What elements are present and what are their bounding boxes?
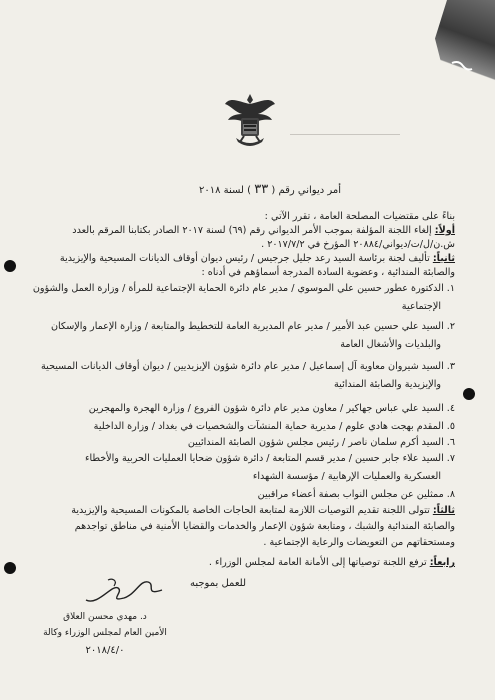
item-fourth-text: ترفع اللجنة توصياتها إلى الأمانة العامة لمجلس الوزراء .: [208, 557, 427, 568]
decree-title: [170, 183, 370, 197]
member-3-line-2: والإيزيدية والصابئة المندائية: [334, 379, 441, 390]
member-2-line-2: والبلديات والأشغال العامة: [340, 339, 441, 350]
item-first-text-1: إلغاء اللجنة المؤلفة بموجب الأمر الديواني رقم (٦٩) لسنة ٢٠١٧ الصادر بكتابنا المرقم بالعدد: [72, 225, 432, 236]
member-5: ٥. المقدم بهجت هادي علوم / مديرية حماية المنشآت والشخصيات في بغداد / وزارة الداخلية: [93, 421, 455, 432]
item-second-text-2: والصابئة المندائية ، وعضوية السادة المدرجة أسماؤهم في أدناه :: [201, 267, 455, 278]
signature-date: ٢٠١٨/٤/٠: [85, 645, 125, 656]
decree-number: ٣٣: [254, 182, 269, 197]
member-6: ٦. السيد أكرم سلمان ناصر / رئيس مجلس شؤون الصابئة المندائيين: [187, 437, 455, 448]
faint-stamp: [290, 118, 400, 135]
folded-corner: [435, 0, 495, 110]
item-third-text-3: ومستحقاتهم من التعويضات والرعاية الإجتماعية .: [263, 537, 455, 548]
punch-hole: [463, 388, 475, 400]
punch-hole: [4, 260, 16, 272]
handwritten-signature: [78, 576, 168, 610]
item-third: [71, 504, 455, 517]
signatory-name: د. مهدي محسن العلاق: [63, 612, 147, 622]
item-second: [60, 252, 455, 265]
member-1-line-1: ١. الدكتورة عطور حسين علي الموسوي / مدير عام دائرة الحماية الإجتماعية للمرأة / وزارة العمل والشؤون: [32, 283, 455, 294]
member-4: ٤. السيد علي عباس جهاكير / معاون مدير عام دائرة شؤون الفروع / وزارة الهجرة والمهجرين: [88, 403, 455, 414]
member-2-line-1: ٢. السيد علي حسين عبد الأمير / مدير عام المديرية العامة للتخطيط والمتابعة / وزارة الإعمار والإسكان: [50, 321, 455, 332]
member-7-line-1: ٧. السيد علاء جابر حسين / مدير قسم المتابعة / دائرة شؤون ضحايا العمليات الحربية والأخطاء: [84, 453, 455, 464]
signatory-title: الأمين العام لمجلس الوزراء وكالة: [43, 628, 167, 638]
item-second-label: ثانياً:: [432, 253, 455, 264]
item-third-label: ثالثاً:: [432, 505, 455, 516]
item-first: [72, 224, 455, 237]
decree-title-suffix: ) لسنة ٢٠١٨: [198, 185, 252, 196]
item-third-text-2: والصابئة المندائية والشبك ، ومتابعة شؤون الإعمار والخدمات والقضايا الأمنية في مناطق تواجدهم: [74, 521, 455, 532]
folded-corner-mark-icon: [451, 60, 473, 72]
item-fourth: [209, 556, 455, 569]
item-third-text-1: تتولى اللجنة تقديم التوصيات اللازمة لمتابعة الحاجات الخاصة بالمكونات المسيحية والإيزيدية: [71, 505, 430, 516]
item-fourth-label: رابعاً:: [429, 557, 455, 568]
decree-intro: بناءً على مقتضيات المصلحة العامة ، تقرر الآتي :: [264, 211, 455, 222]
closing-phrase: للعمل بموجبه: [190, 578, 247, 589]
item-first-text-2: ش.ن/ل/ت/ديواني/٢٠٨٨٤ المؤرخ في ٢٠١٧/٧/٢ .: [261, 239, 455, 250]
punch-hole: [4, 562, 16, 574]
member-7-line-2: العسكرية والعمليات الإرهابية / مؤسسة الشهداء: [252, 471, 441, 482]
member-3-line-1: ٣. السيد شيروان معاوية آل إسماعيل / مدير عام دائرة شؤون الإيزيديين / ديوان أوقاف الديانات المسيحية: [41, 361, 455, 372]
iraq-eagle-emblem-icon: [222, 90, 278, 152]
decree-title-prefix: أمر ديواني رقم (: [271, 185, 342, 196]
member-8: ٨. ممثلين عن مجلس النواب بصفة أعضاء مراقبين: [257, 489, 455, 500]
item-first-label: أولاً:: [434, 225, 455, 236]
member-1-line-2: الإجتماعية: [401, 301, 441, 312]
item-second-text-1: تأليف لجنة برئاسة السيد رعد جليل جرجيس / رئيس ديوان أوقاف الديانات المسيحية والإيزيدية: [59, 253, 430, 264]
